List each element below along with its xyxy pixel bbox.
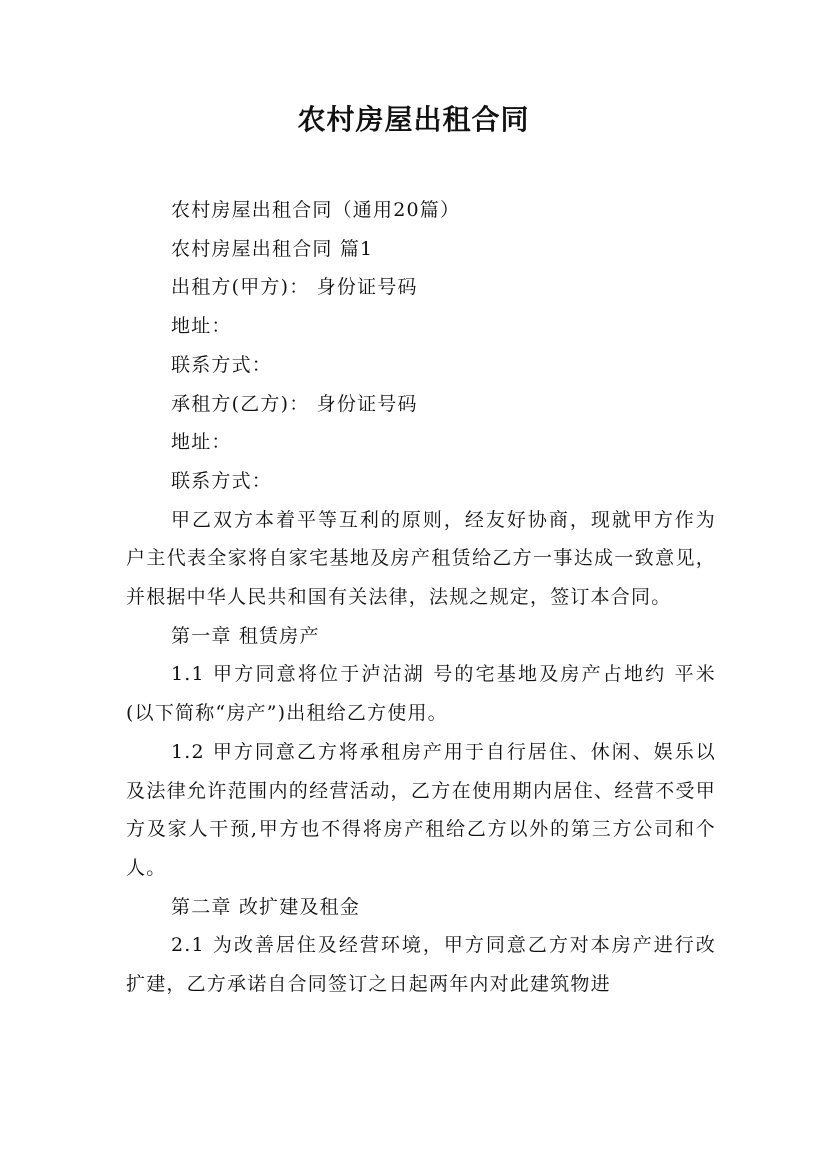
lessee-address: 地址： <box>171 431 232 454</box>
preamble-paragraph: 甲乙双方本着平等互利的原则，经友好协商，现就甲方作为户主代表全家将自家宅基地及房产租赁给乙方一事达成一致意见，并根据中华人民共和国有关法律，法规之规定，签订本合同。 <box>126 508 716 609</box>
chapter-one-heading: 第一章 租赁房产 <box>171 624 320 647</box>
section-heading: 农村房屋出租合同 篇1 <box>171 237 374 260</box>
lessor-address: 地址： <box>171 315 232 338</box>
document-body <box>126 191 716 1004</box>
lessor-contact: 联系方式： <box>171 353 273 376</box>
clause-2-1: 2.1 为改善居住及经营环境，甲方同意乙方对本房产进行改扩建，乙方承诺自合同签订之日起两年内对此建筑物进 <box>126 934 716 996</box>
lessee-line: 承租方(乙方)： 身份证号码 <box>171 392 418 415</box>
lessor-line: 出租方(甲方)： 身份证号码 <box>171 276 418 299</box>
document-title: 农村房屋出租合同 <box>297 103 530 136</box>
subtitle-line: 农村房屋出租合同（通用20篇） <box>171 199 461 221</box>
clause-1-2: 1.2 甲方同意乙方将承租房产用于自行居住、休闲、娱乐以及法律允许范围内的经营活动，乙方在使用期内居住、经营不受甲方及家人干预,甲方也不得将房产租给乙方以外的第三方公司和个人。 <box>126 740 716 879</box>
clause-1-1: 1.1 甲方同意将位于泸沽湖 号的宅基地及房产占地约 平米(以下简称“房产”)出租给乙方使用。 <box>126 663 716 725</box>
chapter-two-heading: 第二章 改扩建及租金 <box>171 895 361 918</box>
lessee-contact: 联系方式： <box>171 469 273 492</box>
